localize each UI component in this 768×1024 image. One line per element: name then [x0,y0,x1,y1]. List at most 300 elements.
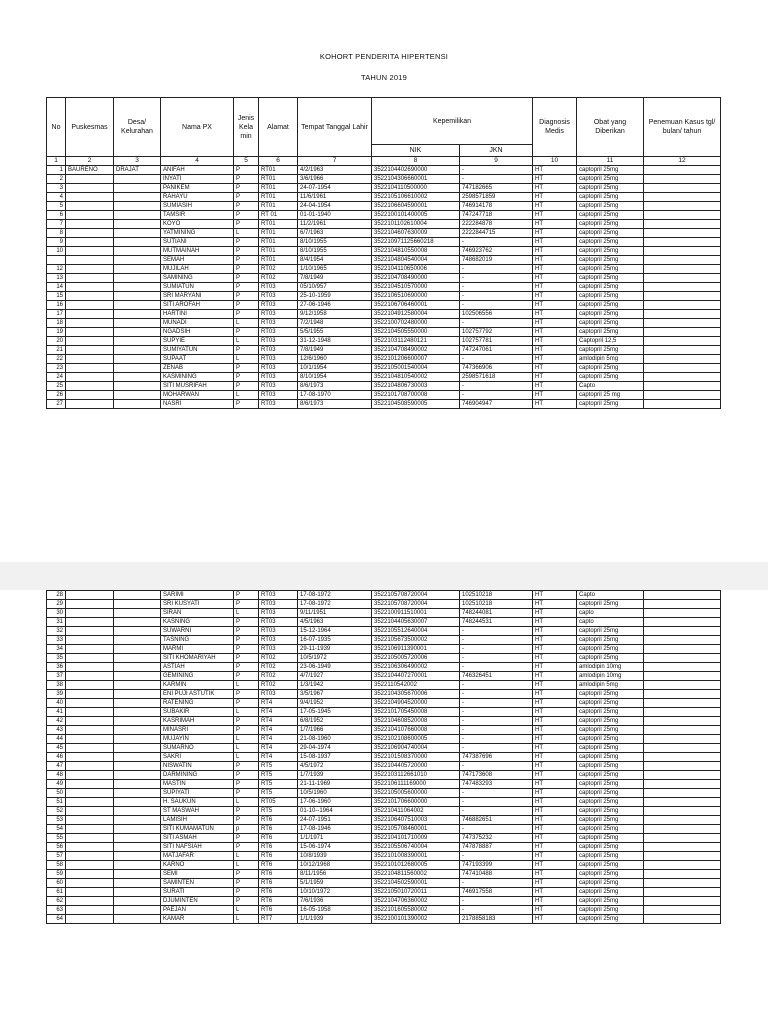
cell-jkn: - [460,292,533,301]
cell-desa [114,762,161,771]
table-row [47,373,721,382]
cell-desa [114,771,161,780]
cell-obat: captopril 25mg [577,193,644,202]
cell-desa [114,699,161,708]
table-row [47,283,721,292]
cell-no: 47 [47,762,66,771]
cell-jkn: - [460,690,533,699]
table-row [47,600,721,609]
cell-alamat: RT03 [259,645,298,654]
table-row [47,852,721,861]
cell-obat: captopril 25mg [577,879,644,888]
cell-alamat: RT6 [259,816,298,825]
cell-ttl: 29-11-1939 [298,645,372,654]
cell-diagnosis: HT [533,609,577,618]
cell-jkn: - [460,789,533,798]
header-penemuan: Penemuan Kasus tgl/ bulan/ tahun [644,98,721,157]
cell-alamat: RT03 [259,618,298,627]
cell-jkn: - [460,274,533,283]
cell-jkn: - [460,825,533,834]
cell-nik: 3522104904520000 [372,699,460,708]
cell-diagnosis: HT [533,355,577,364]
cell-penemuan [644,717,721,726]
header-nik: NIK [372,145,460,157]
cell-puskesmas [66,400,114,409]
cell-ttl: 21-08-1960 [298,735,372,744]
cell-nik: 3522105001540004 [372,364,460,373]
cell-no: 5 [47,202,66,211]
table-row [47,906,721,915]
cell-desa: DRAJAT [114,166,161,175]
cell-puskesmas [66,771,114,780]
cell-ttl: 29-04-1974 [298,744,372,753]
cell-no: 60 [47,879,66,888]
cell-no: 53 [47,816,66,825]
cell-nama: MOHARWAN [161,391,234,400]
cell-penemuan [644,202,721,211]
cell-jenis-kelamin: P [234,834,259,843]
cell-nama: SUMIYATUN [161,346,234,355]
cell-nik: 352210411064002 [372,807,460,816]
cell-no: 49 [47,780,66,789]
cell-penemuan [644,735,721,744]
cell-ttl: 27-06-1946 [298,301,372,310]
cell-desa [114,888,161,897]
cell-ttl: 4/5/1972 [298,762,372,771]
table-row [47,825,721,834]
cell-penemuan [644,364,721,373]
cell-nama: MUJILAH [161,265,234,274]
cell-nik: 3522101705450008 [372,708,460,717]
cell-penemuan [644,256,721,265]
cell-nama: MATJAFAR [161,852,234,861]
cell-nama: SUWARNI [161,627,234,636]
cell-puskesmas [66,265,114,274]
cell-jenis-kelamin: P [234,328,259,337]
cell-nama: TAMSIR [161,211,234,220]
cell-ttl: 01-01-1940 [298,211,372,220]
cell-jkn: - [460,798,533,807]
cell-obat: captopril 25mg [577,771,644,780]
cell-obat: captopril 25mg [577,897,644,906]
table-row [47,654,721,663]
cell-ttl: 15-06-1974 [298,843,372,852]
cell-puskesmas [66,220,114,229]
cell-no: 20 [47,337,66,346]
column-number: 6 [259,157,298,166]
cell-nik: 3522100101400005 [372,211,460,220]
cell-puskesmas [66,364,114,373]
cell-obat: captopril 25mg [577,834,644,843]
table-row [47,681,721,690]
cell-no: 38 [47,681,66,690]
cell-diagnosis: HT [533,771,577,780]
cell-diagnosis: HT [533,690,577,699]
cell-penemuan [644,193,721,202]
cell-desa [114,274,161,283]
cell-penemuan [644,744,721,753]
cell-penemuan [644,681,721,690]
table-row [47,211,721,220]
cell-no: 58 [47,861,66,870]
cell-nama: SUPYIE [161,337,234,346]
cell-diagnosis: HT [533,636,577,645]
cell-nik: 3522104505550000 [372,328,460,337]
cell-puskesmas [66,843,114,852]
cell-jenis-kelamin: P [234,211,259,220]
cell-alamat: RT03 [259,690,298,699]
cell-nik: 3522101102610004 [372,220,460,229]
table-row [47,618,721,627]
cell-puskesmas [66,301,114,310]
cell-diagnosis: HT [533,301,577,310]
cell-alamat: RT02 [259,681,298,690]
cell-alamat: RT4 [259,726,298,735]
cell-penemuan [644,798,721,807]
cell-nama: SIRAN [161,609,234,618]
cell-alamat: RT03 [259,373,298,382]
cell-diagnosis: HT [533,382,577,391]
cell-alamat: RT 01 [259,211,298,220]
cell-puskesmas [66,636,114,645]
table-row [47,735,721,744]
cell-jenis-kelamin: L [234,337,259,346]
cell-obat: captopril 25mg [577,906,644,915]
cell-jkn: - [460,166,533,175]
cell-puskesmas [66,798,114,807]
cell-alamat: RT6 [259,888,298,897]
cell-desa [114,753,161,762]
cell-jenis-kelamin: P [234,382,259,391]
cell-alamat: RT4 [259,744,298,753]
column-number: 1 [47,157,66,166]
cell-puskesmas [66,861,114,870]
cell-puskesmas [66,852,114,861]
cell-alamat: RT02 [259,274,298,283]
cell-nik: 3522103112480121 [372,337,460,346]
cell-nik: 3522106904740004 [372,744,460,753]
cell-ttl: 10/1/1954 [298,364,372,373]
column-number: 10 [533,157,577,166]
cell-obat: captopril 25mg [577,220,644,229]
cell-nik: 3522104405630007 [372,618,460,627]
cell-alamat: RT01 [259,202,298,211]
cell-penemuan [644,843,721,852]
cell-puskesmas [66,681,114,690]
header-alamat: Alamat [259,98,298,157]
cell-ttl: 21-11-1969 [298,780,372,789]
cell-penemuan [644,645,721,654]
cell-jkn: 746882651 [460,816,533,825]
cell-obat: captopril 25mg [577,627,644,636]
table-row [47,400,721,409]
cell-jenis-kelamin: P [234,184,259,193]
cell-desa [114,906,161,915]
cell-nik: 3522110542002 [372,681,460,690]
cell-penemuan [644,301,721,310]
cell-jkn: 102506556 [460,310,533,319]
cell-diagnosis: HT [533,220,577,229]
cell-puskesmas [66,274,114,283]
cell-jenis-kelamin: P [234,843,259,852]
cell-alamat: RT7 [259,915,298,924]
cell-no: 2 [47,175,66,184]
cell-alamat: RT03 [259,636,298,645]
cell-obat: captopril 25mg [577,600,644,609]
cell-puskesmas [66,897,114,906]
cell-obat: captopril 25mg [577,247,644,256]
cell-desa [114,373,161,382]
cell-nama: KARNO [161,861,234,870]
cell-alamat: RT4 [259,717,298,726]
cell-jkn: - [460,319,533,328]
cell-nama: DARMINING [161,771,234,780]
cell-puskesmas [66,906,114,915]
cell-alamat: RT02 [259,654,298,663]
table-row [47,888,721,897]
cell-nik: 3522106407510003 [372,816,460,825]
cell-obat: Capto [577,591,644,600]
document-year: TAHUN 2019 [360,73,408,82]
column-number: 4 [161,157,234,166]
cell-obat: captopril 25mg [577,636,644,645]
cell-ttl: 4/7/1927 [298,672,372,681]
cell-desa [114,834,161,843]
cell-no: 21 [47,346,66,355]
cell-nik: 3522104810540002 [372,373,460,382]
cell-ttl: 8/6/1973 [298,400,372,409]
cell-desa [114,310,161,319]
cell-alamat: RT01 [259,220,298,229]
cell-diagnosis: HT [533,897,577,906]
cell-obat: captopril 25mg [577,400,644,409]
cell-no: 63 [47,906,66,915]
cell-jenis-kelamin: P [234,663,259,672]
cell-no: 54 [47,825,66,834]
column-number: 5 [234,157,259,166]
cell-desa [114,897,161,906]
cell-ttl: 12/6/1960 [298,355,372,364]
cell-desa [114,211,161,220]
cell-puskesmas [66,744,114,753]
cell-jkn: - [460,627,533,636]
cell-nik: 3522104305670006 [372,690,460,699]
cell-nama: SUPIYATI [161,789,234,798]
cell-alamat: RT01 [259,184,298,193]
cell-diagnosis: HT [533,175,577,184]
cell-nama: NISWATIN [161,762,234,771]
column-number: 11 [577,157,644,166]
table-row [47,229,721,238]
cell-diagnosis: HT [533,744,577,753]
cell-ttl: 8/11/1956 [298,870,372,879]
table-row [47,193,721,202]
cell-puskesmas [66,310,114,319]
cell-obat: captopril 25mg [577,265,644,274]
cell-obat: captopril 25mg [577,690,644,699]
cell-jkn: - [460,879,533,888]
cell-jenis-kelamin: P [234,283,259,292]
cell-puskesmas [66,870,114,879]
cell-jenis-kelamin: P [234,870,259,879]
cell-nik: 3522102108600005 [372,735,460,744]
column-number: 7 [298,157,372,166]
cell-obat: captopril 25mg [577,789,644,798]
cell-alamat: RT6 [259,879,298,888]
cell-alamat: RT02 [259,663,298,672]
cell-ttl: 1/10/1965 [298,265,372,274]
cell-diagnosis: HT [533,888,577,897]
cell-jenis-kelamin: P [234,618,259,627]
table-row [47,672,721,681]
table-row [47,870,721,879]
cell-alamat: RT01 [259,193,298,202]
cell-puskesmas [66,717,114,726]
cell-desa [114,645,161,654]
cell-obat: captopril 25mg [577,852,644,861]
cell-penemuan [644,915,721,924]
cell-no: 48 [47,771,66,780]
cell-no: 34 [47,645,66,654]
cell-nik: 3522104607630009 [372,229,460,238]
cell-ttl: 9/12/1958 [298,310,372,319]
cell-nama: SITI ASMAH [161,834,234,843]
cell-puskesmas [66,373,114,382]
cell-alamat: RT03 [259,600,298,609]
cell-penemuan [644,636,721,645]
cell-jenis-kelamin: P [234,717,259,726]
cell-no: 57 [47,852,66,861]
cell-jkn: - [460,654,533,663]
cell-desa [114,780,161,789]
cell-no: 18 [47,319,66,328]
cell-desa [114,301,161,310]
cell-penemuan [644,211,721,220]
table-row [47,166,721,175]
cell-desa [114,328,161,337]
cell-nik: 3522100101390002 [372,915,460,924]
cell-no: 25 [47,382,66,391]
cell-jkn: - [460,636,533,645]
cell-jkn: 102510218 [460,600,533,609]
cell-nik: 352210971125660218 [372,238,460,247]
cell-alamat: RT03 [259,391,298,400]
cell-no: 61 [47,888,66,897]
cell-desa [114,292,161,301]
cell-no: 40 [47,699,66,708]
table-row [47,816,721,825]
cell-ttl: 9/4/1952 [298,699,372,708]
table-row [47,355,721,364]
cell-no: 62 [47,897,66,906]
column-number: 12 [644,157,721,166]
cell-puskesmas [66,825,114,834]
cell-penemuan [644,825,721,834]
cell-obat: captopril 25mg [577,175,644,184]
table-row [47,238,721,247]
column-number: 2 [66,157,114,166]
cell-jenis-kelamin: P [234,256,259,265]
cell-jkn: 748682019 [460,256,533,265]
cell-nik: 3522105708720004 [372,600,460,609]
cell-nama: KOYO [161,220,234,229]
cell-alamat: RT6 [259,870,298,879]
cell-nama: KAMAR [161,915,234,924]
cell-penemuan [644,265,721,274]
cell-ttl: 1/1/1939 [298,915,372,924]
cell-diagnosis: HT [533,400,577,409]
table-row [47,915,721,924]
cell-penemuan [644,888,721,897]
cell-obat: captopril 25mg [577,825,644,834]
cell-obat: captopril 25mg [577,654,644,663]
cell-no: 13 [47,274,66,283]
cell-jkn: 747387696 [460,753,533,762]
cell-obat: captopril 25mg [577,301,644,310]
cell-penemuan [644,708,721,717]
cell-nama: ASTIAH [161,663,234,672]
cell-alamat: RT5 [259,780,298,789]
cell-nama: DJUMINTEN [161,897,234,906]
cell-nama: NGADSIH [161,328,234,337]
table-row [47,382,721,391]
cell-jkn: 102510218 [460,591,533,600]
cell-nik: 3522105506740004 [372,843,460,852]
cell-desa [114,636,161,645]
cell-no: 45 [47,744,66,753]
table-row [47,690,721,699]
cell-jenis-kelamin: P [234,699,259,708]
table-row [47,256,721,265]
cell-diagnosis: HT [533,600,577,609]
cell-ttl: 6/7/1963 [298,229,372,238]
cell-ttl: 05/10/957 [298,283,372,292]
cell-penemuan [644,166,721,175]
cell-ttl: 17-05-1945 [298,708,372,717]
cell-obat: captopril 25mg [577,238,644,247]
cell-ttl: 1/7/1966 [298,726,372,735]
cell-jenis-kelamin: L [234,229,259,238]
table-row [47,807,721,816]
cell-desa [114,591,161,600]
cell-alamat: RT03 [259,346,298,355]
cell-no: 55 [47,834,66,843]
cell-desa [114,229,161,238]
cell-nik: 3522105005720006 [372,654,460,663]
cell-diagnosis: HT [533,238,577,247]
cell-no: 44 [47,735,66,744]
cell-alamat: RT4 [259,753,298,762]
cell-nama: SUBAKIR [161,708,234,717]
cell-obat: captopril 25mg [577,202,644,211]
cell-jenis-kelamin: P [234,600,259,609]
cell-penemuan [644,310,721,319]
cell-alamat: RT03 [259,283,298,292]
table-row [47,708,721,717]
cell-nama: SUMARNO [161,744,234,753]
cell-puskesmas [66,672,114,681]
cell-desa [114,735,161,744]
cell-diagnosis: HT [533,852,577,861]
cell-ttl: 8/6/1973 [298,382,372,391]
header-diagnosis: Diagnosis Medis [533,98,577,157]
table-row [47,310,721,319]
cell-desa [114,283,161,292]
cell-nama: SITI AROFAH [161,301,234,310]
column-number: 8 [372,157,460,166]
cell-obat: captopril 25mg [577,310,644,319]
cell-jkn: - [460,906,533,915]
